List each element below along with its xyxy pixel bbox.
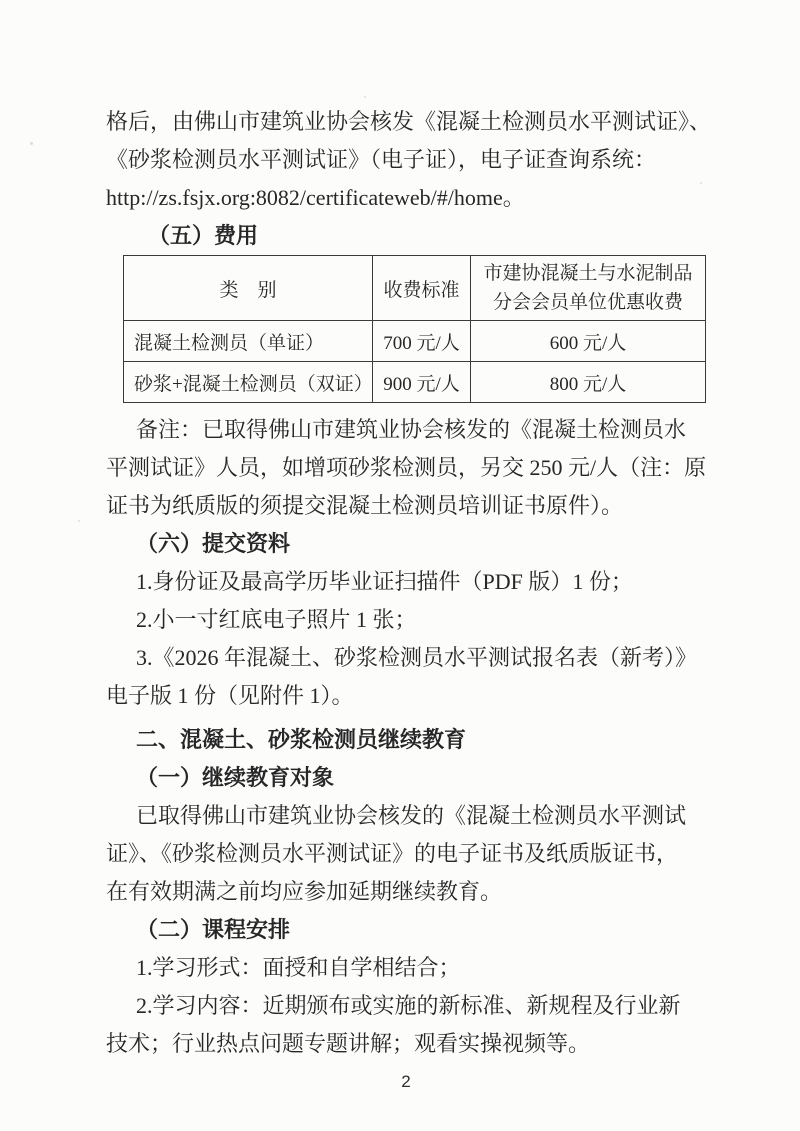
submit-item: 2.小一寸红底电子照片 1 张； bbox=[136, 607, 417, 632]
continuing-education-target-heading: （一）继续教育对象 bbox=[136, 765, 335, 790]
cell-member-fee: 800 元/人 bbox=[471, 362, 706, 403]
text-line: 平测试证》人员，如增项砂浆检测员，另交 250 元/人（注：原 bbox=[106, 455, 707, 480]
submit-items bbox=[106, 563, 706, 715]
text-line: 证》、《砂浆检测员水平测试证》的电子证书及纸质版证书， bbox=[106, 841, 679, 866]
submit-section-heading: （六）提交资料 bbox=[136, 531, 291, 556]
note-paragraph bbox=[106, 411, 706, 525]
submit-item: 3.《2026 年混凝土、砂浆检测员水平测试报名表（新考）》 bbox=[136, 645, 698, 670]
fee-table bbox=[123, 255, 706, 403]
text-line: 格后，由佛山市建筑业协会核发《混凝土检测员水平测试证》、 bbox=[106, 109, 712, 134]
cell-category: 混凝土检测员（单证） bbox=[124, 321, 373, 362]
fee-table-header-row bbox=[124, 256, 706, 321]
part2-section bbox=[106, 721, 706, 1063]
header-cell-member-fee-line1: 市建协混凝土与水泥制品 bbox=[483, 263, 693, 284]
page-number: 2 bbox=[401, 1072, 411, 1091]
text-line: 2.学习内容：近期颁布或实施的新标准、新规程及行业新 bbox=[136, 993, 681, 1018]
submit-item-continuation: 电子版 1 份（见附件 1）。 bbox=[106, 683, 354, 708]
text-line: 已取得佛山市建筑业协会核发的《混凝土检测员水平测试 bbox=[136, 803, 687, 828]
part2-heading: 二、混凝土、砂浆检测员继续教育 bbox=[136, 727, 467, 752]
cell-standard-fee: 900 元/人 bbox=[373, 362, 471, 403]
intro-paragraph bbox=[106, 103, 712, 217]
scan-speck bbox=[30, 142, 33, 145]
scan-speck bbox=[364, 96, 366, 98]
text-line: 备注：已取得佛山市建筑业协会核发的《混凝土检测员水 bbox=[136, 417, 687, 442]
header-cell-member-fee-line2: 分会会员单位优惠收费 bbox=[492, 292, 683, 313]
cell-member-fee: 600 元/人 bbox=[471, 321, 706, 362]
content-area bbox=[106, 103, 712, 1101]
text-line: 《砂浆检测员水平测试证》（电子证），电子证查询系统： bbox=[106, 147, 657, 172]
course-arrangement-paragraph bbox=[106, 949, 706, 1063]
cell-category: 砂浆+混凝土检测员（双证） bbox=[124, 362, 373, 403]
text-line: 技术；行业热点问题专题讲解；观看实操视频等。 bbox=[106, 1031, 591, 1056]
header-cell-standard-fee: 收费标准 bbox=[373, 256, 471, 321]
header-cell-category: 类 别 bbox=[124, 256, 373, 321]
scan-speck bbox=[78, 520, 80, 522]
header-cell-member-fee bbox=[471, 256, 706, 321]
submit-item: 1.身份证及最高学历毕业证扫描件（PDF 版）1 份； bbox=[136, 569, 633, 594]
fee-table-row bbox=[124, 321, 706, 362]
course-arrangement-heading: （二）课程安排 bbox=[136, 917, 291, 942]
text-line: 证书为纸质版的须提交混凝土检测员培训证书原件）。 bbox=[106, 493, 624, 518]
cell-standard-fee: 700 元/人 bbox=[373, 321, 471, 362]
fee-section-heading: （五）费用 bbox=[148, 223, 259, 248]
fee-table-row bbox=[124, 362, 706, 403]
text-line: 在有效期满之前均应参加延期继续教育。 bbox=[106, 879, 503, 904]
text-line: 1.学习形式：面授和自学相结合； bbox=[136, 955, 461, 980]
certificate-query-url: http://zs.fsjx.org:8082/certificateweb/#/home。 bbox=[106, 185, 525, 210]
continuing-education-target-paragraph bbox=[106, 797, 706, 911]
